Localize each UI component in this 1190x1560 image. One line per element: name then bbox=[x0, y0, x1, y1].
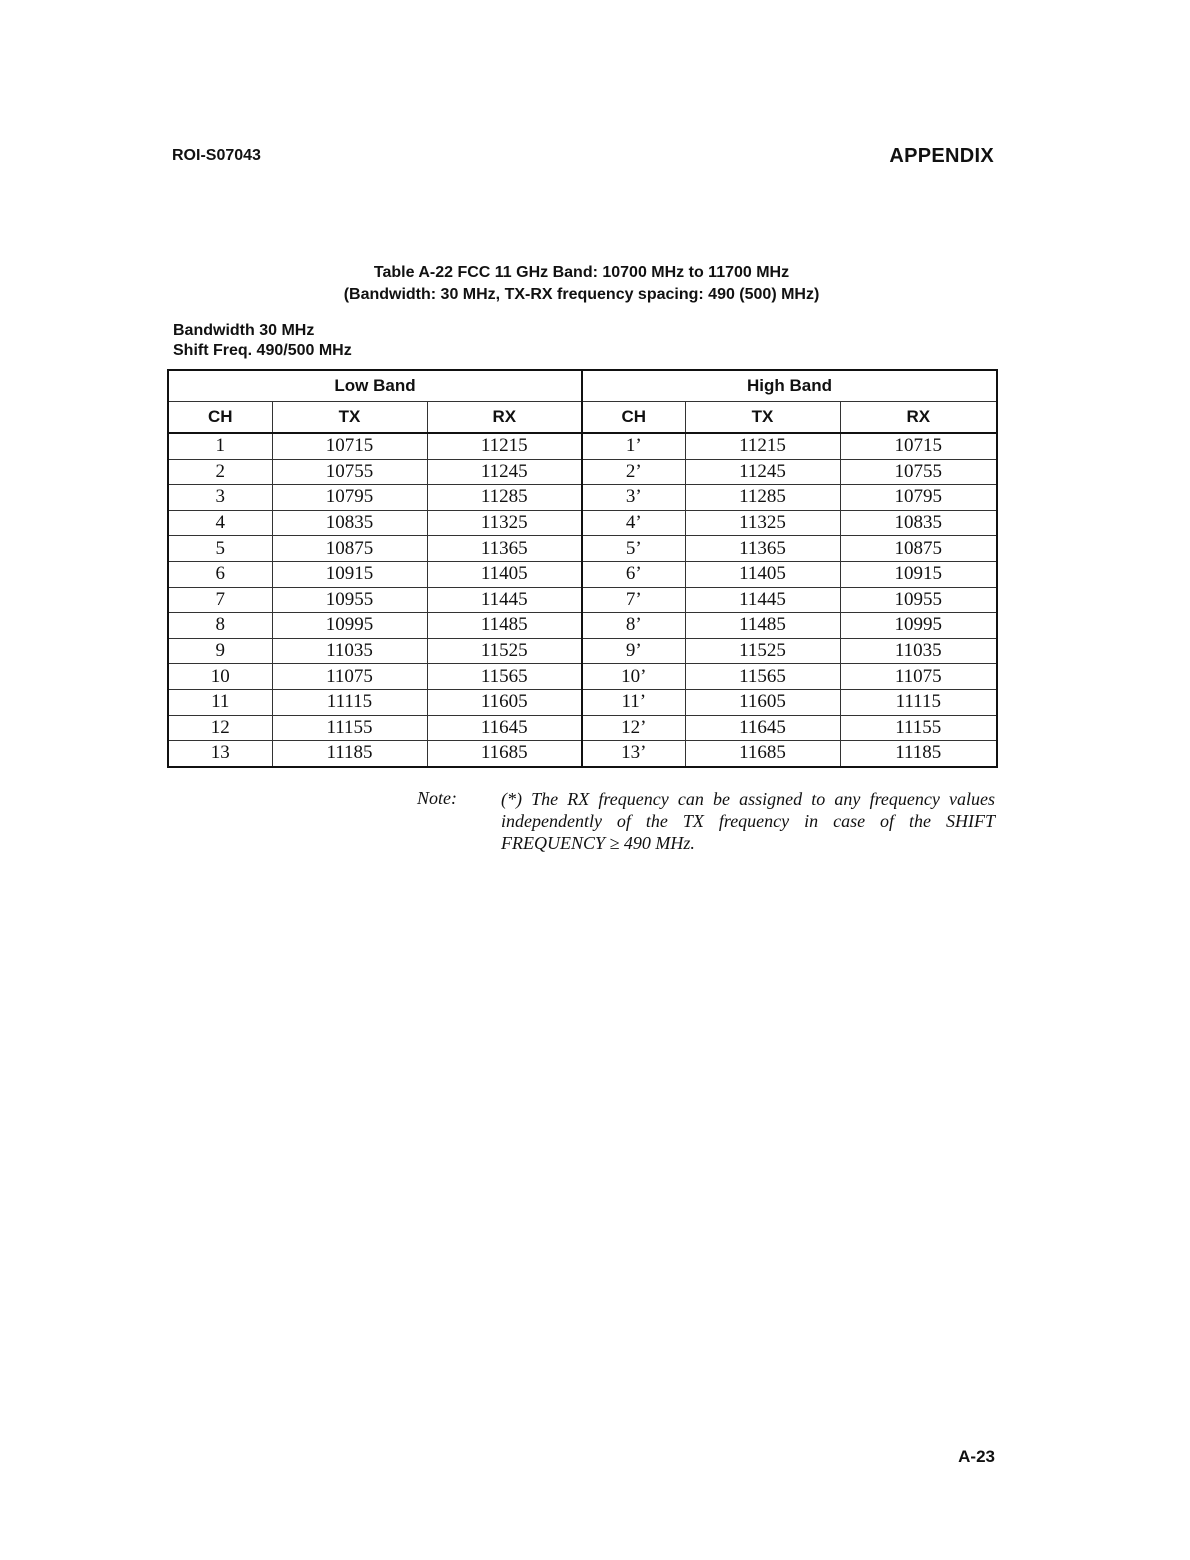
cell-high-ch: 1’ bbox=[582, 433, 685, 459]
table-row bbox=[168, 741, 997, 767]
cell-low-ch: 7 bbox=[168, 587, 272, 613]
bandwidth-label: Bandwidth 30 MHz bbox=[173, 322, 315, 339]
cell-low-rx: 11605 bbox=[427, 689, 582, 715]
table-row bbox=[168, 587, 997, 613]
cell-high-tx: 11215 bbox=[685, 433, 840, 459]
cell-high-ch: 5’ bbox=[582, 536, 685, 562]
col-header-low-ch: CH bbox=[168, 402, 272, 434]
shift-frequency-label: Shift Freq. 490/500 MHz bbox=[173, 342, 352, 359]
cell-low-ch: 8 bbox=[168, 613, 272, 639]
section-title: APPENDIX bbox=[889, 145, 994, 167]
cell-low-rx: 11685 bbox=[427, 741, 582, 767]
table-row bbox=[168, 510, 997, 536]
cell-low-ch: 1 bbox=[168, 433, 272, 459]
cell-high-tx: 11525 bbox=[685, 638, 840, 664]
cell-low-tx: 10995 bbox=[272, 613, 427, 639]
cell-high-tx: 11445 bbox=[685, 587, 840, 613]
cell-high-ch: 4’ bbox=[582, 510, 685, 536]
cell-high-ch: 9’ bbox=[582, 638, 685, 664]
table-caption-line2: (Bandwidth: 30 MHz, TX-RX frequency spacing: 490 (500) MHz) bbox=[343, 286, 820, 303]
col-header-low-tx: TX bbox=[272, 402, 427, 434]
table-row bbox=[168, 689, 997, 715]
cell-low-tx: 10835 bbox=[272, 510, 427, 536]
cell-high-tx: 11605 bbox=[685, 689, 840, 715]
document-id: ROI-S07043 bbox=[172, 147, 261, 164]
frequency-table bbox=[167, 369, 998, 768]
table-row bbox=[168, 638, 997, 664]
cell-low-ch: 9 bbox=[168, 638, 272, 664]
col-header-high-ch: CH bbox=[582, 402, 685, 434]
table-caption-line1: Table A-22 FCC 11 GHz Band: 10700 MHz to 11700 MHz bbox=[373, 264, 790, 281]
cell-low-tx: 10795 bbox=[272, 485, 427, 511]
cell-high-tx: 11485 bbox=[685, 613, 840, 639]
cell-low-tx: 11075 bbox=[272, 664, 427, 690]
note-label: Note: bbox=[417, 788, 457, 808]
table-row bbox=[168, 664, 997, 690]
cell-low-ch: 5 bbox=[168, 536, 272, 562]
cell-low-rx: 11325 bbox=[427, 510, 582, 536]
cell-high-rx: 11035 bbox=[840, 638, 997, 664]
cell-high-rx: 11155 bbox=[840, 715, 997, 741]
cell-high-ch: 6’ bbox=[582, 561, 685, 587]
cell-low-rx: 11565 bbox=[427, 664, 582, 690]
cell-high-tx: 11325 bbox=[685, 510, 840, 536]
band-group-row bbox=[168, 370, 997, 402]
cell-low-tx: 11115 bbox=[272, 689, 427, 715]
cell-high-ch: 12’ bbox=[582, 715, 685, 741]
table-row bbox=[168, 433, 997, 459]
page-number: A-23 bbox=[958, 1447, 995, 1466]
cell-high-tx: 11645 bbox=[685, 715, 840, 741]
cell-high-rx: 10755 bbox=[840, 459, 997, 485]
col-header-low-rx: RX bbox=[427, 402, 582, 434]
table-row bbox=[168, 613, 997, 639]
table-row bbox=[168, 715, 997, 741]
cell-low-tx: 10715 bbox=[272, 433, 427, 459]
high-band-header: High Band bbox=[582, 370, 997, 402]
cell-high-rx: 10715 bbox=[840, 433, 997, 459]
cell-high-rx: 11115 bbox=[840, 689, 997, 715]
cell-low-tx: 11185 bbox=[272, 741, 427, 767]
cell-high-tx: 11245 bbox=[685, 459, 840, 485]
cell-high-rx: 10875 bbox=[840, 536, 997, 562]
cell-high-rx: 11075 bbox=[840, 664, 997, 690]
table-row bbox=[168, 459, 997, 485]
cell-low-ch: 2 bbox=[168, 459, 272, 485]
cell-high-rx: 10995 bbox=[840, 613, 997, 639]
cell-low-rx: 11485 bbox=[427, 613, 582, 639]
cell-high-tx: 11365 bbox=[685, 536, 840, 562]
cell-high-tx: 11285 bbox=[685, 485, 840, 511]
cell-low-rx: 11405 bbox=[427, 561, 582, 587]
cell-low-tx: 11155 bbox=[272, 715, 427, 741]
cell-low-rx: 11245 bbox=[427, 459, 582, 485]
cell-low-tx: 11035 bbox=[272, 638, 427, 664]
cell-high-rx: 10955 bbox=[840, 587, 997, 613]
cell-low-ch: 12 bbox=[168, 715, 272, 741]
cell-high-rx: 10795 bbox=[840, 485, 997, 511]
cell-low-ch: 13 bbox=[168, 741, 272, 767]
cell-low-ch: 6 bbox=[168, 561, 272, 587]
cell-low-rx: 11445 bbox=[427, 587, 582, 613]
cell-high-ch: 11’ bbox=[582, 689, 685, 715]
cell-high-rx: 10915 bbox=[840, 561, 997, 587]
cell-low-tx: 10875 bbox=[272, 536, 427, 562]
cell-high-ch: 13’ bbox=[582, 741, 685, 767]
low-band-header: Low Band bbox=[168, 370, 582, 402]
col-header-high-rx: RX bbox=[840, 402, 997, 434]
cell-low-tx: 10955 bbox=[272, 587, 427, 613]
cell-high-tx: 11685 bbox=[685, 741, 840, 767]
column-header-row bbox=[168, 402, 997, 434]
col-header-high-tx: TX bbox=[685, 402, 840, 434]
cell-low-ch: 3 bbox=[168, 485, 272, 511]
cell-high-tx: 11405 bbox=[685, 561, 840, 587]
cell-low-tx: 10755 bbox=[272, 459, 427, 485]
cell-high-ch: 7’ bbox=[582, 587, 685, 613]
cell-low-rx: 11645 bbox=[427, 715, 582, 741]
cell-low-rx: 11215 bbox=[427, 433, 582, 459]
cell-high-ch: 8’ bbox=[582, 613, 685, 639]
cell-high-ch: 2’ bbox=[582, 459, 685, 485]
cell-low-rx: 11365 bbox=[427, 536, 582, 562]
cell-low-ch: 11 bbox=[168, 689, 272, 715]
cell-high-rx: 10835 bbox=[840, 510, 997, 536]
cell-low-ch: 10 bbox=[168, 664, 272, 690]
cell-high-rx: 11185 bbox=[840, 741, 997, 767]
cell-high-ch: 10’ bbox=[582, 664, 685, 690]
table-row bbox=[168, 561, 997, 587]
cell-low-tx: 10915 bbox=[272, 561, 427, 587]
cell-high-ch: 3’ bbox=[582, 485, 685, 511]
cell-low-rx: 11285 bbox=[427, 485, 582, 511]
note-text: (*) The RX frequency can be assigned to any frequency values independently of the TX frequency in case of the SHIFT FREQUENCY ≥ 490 MHz. bbox=[501, 789, 995, 853]
cell-low-ch: 4 bbox=[168, 510, 272, 536]
table-row bbox=[168, 485, 997, 511]
table-row bbox=[168, 536, 997, 562]
cell-high-tx: 11565 bbox=[685, 664, 840, 690]
cell-low-rx: 11525 bbox=[427, 638, 582, 664]
